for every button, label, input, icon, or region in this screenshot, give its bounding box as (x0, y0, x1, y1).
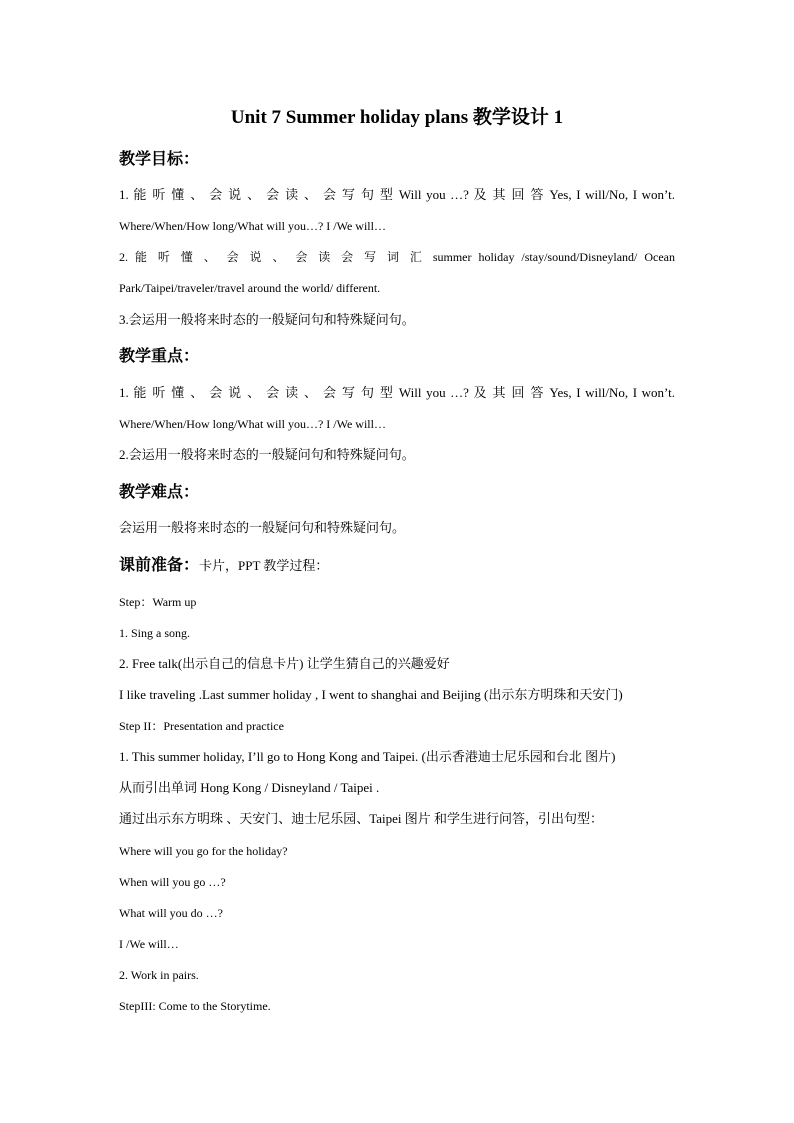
key-points-item-2: 2.会运用一般将来时态的一般疑问句和特殊疑问句。 (119, 447, 415, 462)
objectives-item-3: 3.会运用一般将来时态的一般疑问句和特殊疑问句。 (119, 312, 415, 327)
page-title: Unit 7 Summer holiday plans 教学设计 1 (230, 107, 564, 128)
process-line-7: 从而引出单词 Hong Kong / Disneyland / Taipei . (119, 780, 380, 795)
objectives-item-1-line-2: Where/When/How long/What will you…? I /We will… (119, 219, 386, 233)
section-heading-key-points: 教学重点： (119, 348, 200, 365)
section-heading-objectives: 教学目标： (119, 151, 200, 168)
process-line-13: 2. Work in pairs. (119, 968, 199, 982)
process-step-2: Step II：Presentation and practice (119, 719, 284, 733)
objectives-item-2-line-2: Park/Taipei/traveler/travel around the world/ different. (119, 281, 381, 295)
difficulties-item-1: 会运用一般将来时态的一般疑问句和特殊疑问句。 (119, 520, 406, 535)
process-line-8: 通过出示东方明珠 、天安门、迪士尼乐园、Taipei 图片 和学生进行问答，引出句型： (119, 811, 604, 826)
process-line-12: I /We will… (119, 937, 179, 951)
section-heading-difficulties: 教学难点： (119, 484, 200, 501)
process-line-11: What will you do …? (119, 906, 223, 920)
process-line-4: I like traveling .Last summer holiday , I went to shanghai and Beijing (出示东方明珠和天安门) (119, 687, 623, 702)
process-line-2: 1. Sing a song. (119, 626, 191, 640)
process-step-1: Step：Warm up (119, 595, 197, 609)
key-points-item-1-line-1: 1. 能 听 懂 、 会 说 、 会 读 、 会 写 句 型 Will you …? 及 其 回 答 Yes, I will/No, I won’t. (119, 385, 675, 400)
preparation-line (119, 556, 675, 576)
process-step-3: StepIII: Come to the Storytime. (119, 999, 271, 1013)
key-points-item-1-line-2: Where/When/How long/What will you…? I /We will… (119, 417, 386, 431)
process-line-9: Where will you go for the holiday? (119, 844, 288, 858)
preparation-text: 卡片，PPT 教学过程： (199, 558, 329, 573)
process-line-6: 1. This summer holiday, I’ll go to Hong Kong and Taipei. (出示香港迪士尼乐园和台北 图片) (119, 749, 616, 764)
objectives-item-1-line-1: 1. 能 听 懂 、 会 说 、 会 读 、 会 写 句 型 Will you …? 及 其 回 答 Yes, I will/No, I won’t. (119, 187, 675, 202)
section-heading-preparation: 课前准备： (119, 557, 200, 574)
objectives-item-2-line-1: 2. 能 听 懂 、 会 说 、 会 读 会 写 词 汇 summer holiday /stay/sound/Disneyland/ Ocean (119, 250, 675, 264)
process-line-10: When will you go …? (119, 875, 226, 889)
process-line-3: 2. Free talk(出示自己的信息卡片) 让学生猜自己的兴趣爱好 (119, 656, 450, 671)
